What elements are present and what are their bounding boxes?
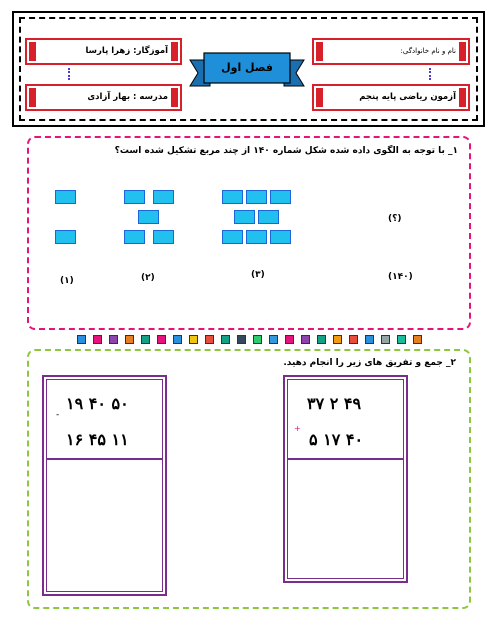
pattern-square: [246, 190, 267, 204]
pattern-square: [222, 190, 243, 204]
decorative-chip: [349, 335, 358, 344]
student-name-field: [312, 38, 470, 65]
dotted-connector: [68, 68, 70, 80]
addition-row-1: ٢ ٣٧ ۴٩: [307, 394, 362, 413]
pattern-square: [270, 230, 291, 244]
pattern-square: [153, 230, 174, 244]
school-field: [25, 84, 182, 111]
subtraction-row-1: ١٩ ۴٠ ۵٠: [66, 394, 129, 413]
school-name: مدرسه : بهار آزادی: [87, 92, 168, 102]
question-1-text: ۱_ با توجه به الگوی داده شده شکل شماره ۱۴۰ از چند مربع تشکیل شده است؟: [114, 146, 458, 156]
pattern-square: [55, 190, 76, 204]
chapter-ribbon: [188, 50, 306, 94]
student-name-label: نام و نام خانوادگی:: [400, 47, 456, 55]
figure-label-2: (۲): [141, 273, 155, 283]
decorative-chip: [173, 335, 182, 344]
addition-row-2: ۵ ١٧ ۴٠: [309, 430, 364, 449]
pattern-square: [270, 190, 291, 204]
decorative-chip: [317, 335, 326, 344]
decorative-chip: [285, 335, 294, 344]
decorative-chip: [221, 335, 230, 344]
decorative-chip: [93, 335, 102, 344]
decorative-chip: [413, 335, 422, 344]
decorative-chip: [397, 335, 406, 344]
subtraction-row-2: ١۶ ۴۵ ١١: [66, 430, 129, 449]
pattern-square: [246, 230, 267, 244]
exam-title-field: [312, 84, 470, 111]
decorative-chip: [381, 335, 390, 344]
decorative-chip: [253, 335, 262, 344]
decorative-chip: [157, 335, 166, 344]
figure-label-3: (۳): [251, 270, 265, 280]
question-2-text: ۲_ جمع و تفریق های زیر را انجام دهید.: [283, 358, 456, 368]
pattern-square: [222, 230, 243, 244]
pattern-square: [124, 190, 145, 204]
figure-label-140: (۱۴۰): [388, 272, 413, 282]
sum-line: [287, 458, 404, 460]
sum-line: [46, 458, 163, 460]
decorative-chip: [77, 335, 86, 344]
pattern-square: [153, 190, 174, 204]
chapter-title: فصل اول: [221, 61, 273, 74]
figure-label-1: (۱): [60, 276, 74, 286]
exam-title: آزمون ریاضی پایه پنجم: [359, 92, 456, 102]
pattern-square: [234, 210, 255, 224]
dotted-connector: [429, 68, 431, 80]
decorative-chip: [237, 335, 246, 344]
decorative-chip: [109, 335, 118, 344]
decorative-chip: [141, 335, 150, 344]
decorative-chip: [301, 335, 310, 344]
plus-sign: +: [294, 424, 301, 433]
pattern-square: [55, 230, 76, 244]
unknown-figure-mark: (؟): [388, 214, 402, 224]
teacher-field: [25, 38, 182, 65]
teacher-name: آموزگار: زهرا پارسا: [85, 46, 168, 56]
decorative-chip: [205, 335, 214, 344]
decorative-chip: [365, 335, 374, 344]
pattern-square: [258, 210, 279, 224]
minus-sign: -: [56, 410, 60, 420]
pattern-square: [138, 210, 159, 224]
pattern-square: [124, 230, 145, 244]
decorative-chip: [125, 335, 134, 344]
decorative-chip: [189, 335, 198, 344]
decorative-chip: [269, 335, 278, 344]
decorative-chip: [333, 335, 342, 344]
